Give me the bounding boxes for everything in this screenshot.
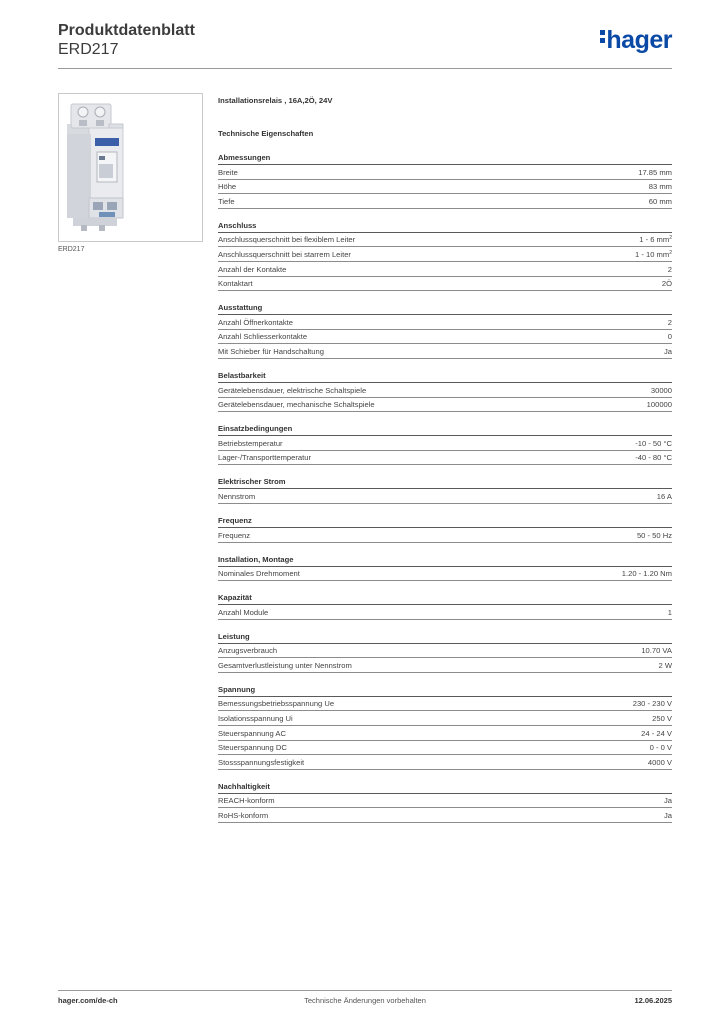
- spec-label: Anschlussquerschnitt bei flexiblem Leiter: [218, 235, 356, 245]
- spec-label: Gerätelebensdauer, elektrische Schaltspiele: [218, 385, 367, 395]
- spec-value: 83 mm: [648, 182, 672, 192]
- spec-row: [218, 489, 672, 504]
- spec-label: Steuerspannung AC: [218, 728, 286, 738]
- section-title: Installation, Montage: [218, 555, 672, 567]
- specifications: [218, 96, 672, 823]
- spec-value: 16 A: [656, 491, 672, 501]
- spec-value: Ja: [663, 346, 672, 356]
- footer-divider: [58, 990, 672, 991]
- spec-value-cell: [651, 384, 672, 397]
- spec-value: 10.70 VA: [641, 646, 672, 656]
- section-title: Elektrischer Strom: [218, 477, 672, 489]
- spec-unit-superscript: 2: [669, 235, 672, 242]
- spec-value: -10 - 50 °C: [635, 438, 672, 448]
- spec-row: [218, 808, 672, 823]
- spec-value: 24 - 24 V: [641, 728, 672, 738]
- footer-notice: Technische Änderungen vorbehalten: [304, 996, 426, 1005]
- spec-section: [218, 371, 672, 412]
- section-title: Spannung: [218, 685, 672, 697]
- spec-value-cell: [635, 437, 672, 450]
- spec-section: [218, 221, 672, 291]
- tech-heading: Technische Eigenschaften: [218, 129, 314, 138]
- spec-row: [218, 194, 672, 209]
- logo-colon-icon: [600, 27, 606, 46]
- spec-label: Tiefe: [218, 196, 235, 206]
- spec-row: [218, 755, 672, 770]
- spec-section: [218, 632, 672, 673]
- section-title: Frequenz: [218, 516, 672, 528]
- spec-value-cell: [638, 166, 672, 179]
- image-caption: ERD217: [58, 246, 85, 253]
- spec-row: [218, 711, 672, 726]
- section-title: Einsatzbedingungen: [218, 424, 672, 436]
- spec-row: [218, 383, 672, 398]
- spec-row: [218, 726, 672, 741]
- spec-section: [218, 424, 672, 465]
- spec-section: [218, 782, 672, 823]
- spec-row: [218, 436, 672, 451]
- section-title: Nachhaltigkeit: [218, 782, 672, 794]
- spec-label: Kontaktart: [218, 279, 253, 289]
- spec-row: [218, 794, 672, 809]
- spec-section: [218, 153, 672, 209]
- spec-row: [218, 605, 672, 620]
- product-image: [58, 93, 203, 242]
- footer-date: 12.06.2025: [634, 996, 672, 1005]
- spec-value-cell: [649, 180, 672, 193]
- spec-row: [218, 165, 672, 180]
- spec-value: 0: [667, 332, 672, 342]
- spec-value: 30000: [650, 385, 672, 395]
- spec-label: Anschlussquerschnitt bei starrem Leiter: [218, 249, 351, 259]
- spec-value-cell: [641, 644, 672, 657]
- spec-value-cell: [650, 741, 672, 754]
- spec-value: 1 - 10 mm: [635, 249, 670, 259]
- spec-label: Nennstrom: [218, 491, 256, 501]
- spec-label: Anzahl der Kontakte: [218, 264, 287, 274]
- spec-value: 100000: [646, 400, 672, 410]
- spec-value: 2: [667, 317, 672, 327]
- spec-row: [218, 330, 672, 345]
- relay-illustration: [59, 94, 202, 241]
- spec-label: Gesamtverlustleistung unter Nennstrom: [218, 660, 352, 670]
- spec-value: 230 - 230 V: [632, 699, 672, 709]
- spec-value: 2 W: [658, 660, 672, 670]
- spec-value: 1 - 6 mm: [639, 235, 670, 245]
- spec-value-cell: [639, 233, 672, 246]
- spec-value: 2Ö: [661, 279, 672, 289]
- spec-row: [218, 247, 672, 262]
- spec-label: Gerätelebensdauer, mechanische Schaltspiele: [218, 400, 375, 410]
- spec-row: [218, 398, 672, 413]
- spec-row: [218, 697, 672, 712]
- spec-row: [218, 315, 672, 330]
- spec-value-cell: [652, 712, 672, 725]
- footer-website-link[interactable]: hager.com/de-ch: [58, 996, 118, 1005]
- spec-label: Steuerspannung DC: [218, 743, 287, 753]
- spec-section: [218, 303, 672, 359]
- spec-value-cell: [658, 659, 672, 672]
- spec-row: [218, 277, 672, 292]
- spec-section: [218, 516, 672, 543]
- spec-row: [218, 644, 672, 659]
- spec-value-cell: [664, 794, 672, 807]
- spec-unit-superscript: 2: [669, 249, 672, 256]
- spec-row: [218, 567, 672, 582]
- spec-section: [218, 477, 672, 504]
- spec-label: Mit Schieber für Handschaltung: [218, 346, 324, 356]
- spec-section: [218, 685, 672, 770]
- spec-section: [218, 555, 672, 582]
- spec-value: 17.85 mm: [638, 167, 672, 177]
- spec-label: Lager-/Transporttemperatur: [218, 453, 311, 463]
- spec-value: 2: [667, 264, 672, 274]
- spec-row: [218, 658, 672, 673]
- spec-label: RoHS-konform: [218, 811, 269, 821]
- spec-value-cell: [633, 697, 672, 710]
- spec-value: 4000 V: [647, 757, 672, 767]
- spec-row: [218, 451, 672, 466]
- spec-label: Bemessungsbetriebsspannung Ue: [218, 699, 335, 709]
- spec-value-cell: [664, 809, 672, 822]
- logo-text: hager: [606, 26, 672, 54]
- spec-row: [218, 262, 672, 277]
- product-code: ERD217: [58, 41, 119, 58]
- spec-row: [218, 344, 672, 359]
- spec-value: 1: [667, 607, 672, 617]
- spec-value-cell: [637, 529, 672, 542]
- spec-value: 1.20 - 1.20 Nm: [621, 569, 672, 579]
- spec-value-cell: [635, 451, 672, 464]
- spec-value: 50 - 50 Hz: [636, 530, 672, 540]
- section-title: Leistung: [218, 632, 672, 644]
- spec-value: Ja: [663, 796, 672, 806]
- hager-logo[interactable]: [600, 26, 672, 55]
- spec-label: Frequenz: [218, 530, 251, 540]
- section-title: Belastbarkeit: [218, 371, 672, 383]
- spec-label: REACH-konform: [218, 796, 275, 806]
- spec-value-cell: [657, 490, 672, 503]
- spec-value-cell: [662, 277, 672, 290]
- spec-row: [218, 528, 672, 543]
- spec-label: Isolationsspannung Ui: [218, 714, 293, 724]
- spec-row: [218, 180, 672, 195]
- spec-value: 250 V: [652, 714, 672, 724]
- spec-label: Anzugsverbrauch: [218, 646, 278, 656]
- section-title: Anschluss: [218, 221, 672, 233]
- spec-value-cell: [668, 606, 672, 619]
- spec-value-cell: [622, 567, 672, 580]
- spec-value: Ja: [663, 811, 672, 821]
- page-title: Produktdatenblatt: [58, 22, 195, 39]
- spec-value-cell: [649, 195, 672, 208]
- spec-label: Betriebstemperatur: [218, 438, 283, 448]
- spec-label: Breite: [218, 167, 238, 177]
- spec-value: 60 mm: [648, 196, 672, 206]
- spec-label: Anzahl Schliesserkontakte: [218, 332, 308, 342]
- spec-label: Nominales Drehmoment: [218, 569, 300, 579]
- product-description: Installationsrelais , 16A,2Ö, 24V: [218, 96, 333, 105]
- spec-value-cell: [635, 248, 672, 261]
- spec-row: [218, 233, 672, 248]
- spec-section: [218, 593, 672, 620]
- spec-value-cell: [648, 756, 672, 769]
- spec-label: Anzahl Module: [218, 607, 269, 617]
- spec-value-cell: [668, 263, 672, 276]
- spec-value: -40 - 80 °C: [635, 453, 672, 463]
- spec-value: 0 - 0 V: [649, 743, 672, 753]
- spec-row: [218, 741, 672, 756]
- section-title: Ausstattung: [218, 303, 672, 315]
- spec-sections: [218, 153, 672, 823]
- section-title: Kapazität: [218, 593, 672, 605]
- spec-label: Stossspannungsfestigkeit: [218, 757, 305, 767]
- header-divider: [58, 68, 672, 69]
- spec-value-cell: [641, 727, 672, 740]
- spec-value-cell: [668, 316, 672, 329]
- spec-value-cell: [647, 398, 672, 411]
- spec-label: Höhe: [218, 182, 237, 192]
- section-title: Abmessungen: [218, 153, 672, 165]
- spec-value-cell: [664, 345, 672, 358]
- page-header: [58, 22, 672, 70]
- spec-value-cell: [668, 330, 672, 343]
- spec-label: Anzahl Öffnerkontakte: [218, 317, 293, 327]
